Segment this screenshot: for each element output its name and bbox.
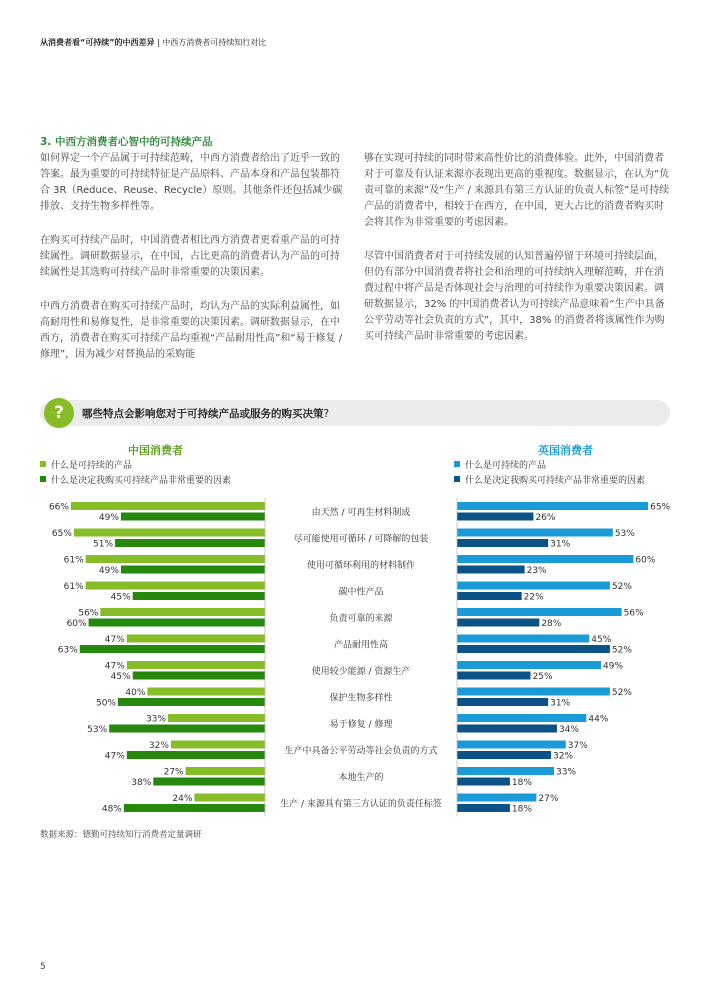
china-bar xyxy=(115,539,265,547)
category-label: 尽可能使用可循环 / 可降解的包装 xyxy=(293,534,429,545)
uk-bar xyxy=(457,502,648,510)
uk-value-label: 32% xyxy=(553,751,574,762)
uk-bar xyxy=(457,698,548,706)
uk-bar xyxy=(457,804,510,812)
uk-value-label: 52% xyxy=(611,582,632,592)
china-value-label: 27% xyxy=(163,767,184,778)
uk-bar xyxy=(457,751,551,759)
uk-value-label: 65% xyxy=(650,502,671,513)
category-label: 负责可靠的来源 xyxy=(329,613,393,624)
uk-value-label: 34% xyxy=(558,725,579,735)
china-value-label: 40% xyxy=(125,688,146,698)
china-bar xyxy=(127,751,265,759)
uk-value-label: 45% xyxy=(591,635,612,645)
china-value-label: 65% xyxy=(51,529,72,539)
uk-bar xyxy=(457,778,510,786)
category-label: 生产 / 来源具有第三方认证的负责任标签 xyxy=(280,799,442,810)
china-value-label: 47% xyxy=(104,635,125,645)
china-value-label: 45% xyxy=(110,592,131,603)
china-value-label: 50% xyxy=(95,698,116,709)
uk-value-label: 28% xyxy=(541,619,562,629)
uk-bar xyxy=(457,539,548,547)
uk-bar xyxy=(457,529,613,537)
uk-bar xyxy=(457,741,566,749)
uk-bar xyxy=(457,555,633,563)
china-value-label: 32% xyxy=(148,741,169,751)
china-value-label: 61% xyxy=(63,555,84,566)
paragraph: 尽管中国消费者对于可持续发展的认知普遍停留于环境可持续层面，但仍有部分中国消费者将社会和治理的可持续纳入理解范畴，并在消费过程中将产品是否体现社会与治理的可持续作为重要决策因素。调研数据显示，32% 的中国消费者认为可持续产品意味着“生产中具备公平劳动等社会负责的方式”，其中，38% 的消费者将该属性作为购买可持续产品时非常重要的考虑因素。 xyxy=(364,251,665,342)
china-value-label: 33% xyxy=(145,714,166,725)
china-bar xyxy=(153,778,265,786)
china-value-label: 49% xyxy=(98,513,119,523)
china-value-label: 49% xyxy=(98,566,119,576)
page-number: 5 xyxy=(40,962,46,972)
china-value-label: 63% xyxy=(57,645,78,656)
category-label: 本地生产的 xyxy=(338,772,384,783)
uk-bar xyxy=(457,794,536,802)
uk-value-label: 23% xyxy=(526,566,547,576)
china-bar xyxy=(127,661,265,669)
legend-label: 什么是决定我购买可持续产品非常重要的因素 xyxy=(465,476,646,486)
uk-bar xyxy=(457,566,525,574)
uk-value-label: 22% xyxy=(523,592,544,603)
china-bar xyxy=(133,672,265,680)
uk-bar xyxy=(457,513,533,521)
china-bar xyxy=(74,529,265,537)
question-icon: ? xyxy=(44,398,74,428)
category-label: 使用可循环利用的材料制作 xyxy=(306,560,416,571)
uk-value-label: 18% xyxy=(511,778,532,788)
uk-value-label: 25% xyxy=(532,672,553,682)
uk-value-label: 31% xyxy=(550,539,571,550)
uk-bar xyxy=(457,608,622,616)
category-label: 由天然 / 可再生材料制成 xyxy=(311,507,411,518)
category-label: 生产中具备公平劳动等社会负责的方式 xyxy=(284,746,438,757)
legend-label: 什么是可持续的产品 xyxy=(465,461,547,471)
legend-label: 什么是可持续的产品 xyxy=(51,461,133,471)
china-bar xyxy=(171,741,265,749)
legend-label: 什么是决定我购买可持续产品非常重要的因素 xyxy=(51,476,232,486)
uk-bar xyxy=(457,582,610,590)
china-bar xyxy=(100,608,265,616)
uk-value-label: 56% xyxy=(623,608,644,619)
uk-bar xyxy=(457,714,586,722)
china-bar xyxy=(124,804,265,812)
category-label: 产品耐用性高 xyxy=(333,640,389,651)
china-bar xyxy=(118,698,265,706)
uk-value-label: 52% xyxy=(611,688,632,698)
uk-bar xyxy=(457,619,539,627)
uk-bar xyxy=(457,635,589,643)
paragraph: 如何界定一个产品属于可持续范畴，中西方消费者给出了近乎一致的答案。最为重要的可持续特征是产品原料、产品本身和产品包装都符合 3R（Reduce、Reuse、Recycle）原则。其他条件还包括减少碳排放、支持生物多样性等。 xyxy=(40,153,343,212)
china-bar xyxy=(127,635,265,643)
china-bar xyxy=(168,714,265,722)
china-value-label: 60% xyxy=(66,619,87,629)
paragraph: 够在实现可持续的同时带来高性价比的消费体验。此外，中国消费者对于可靠及有认证来源亦表现出更高的重视度。数据显示，在认为“负责可靠的来源”及“生产 / 来源具有第三方认证的负责人标签”是可持续产品的消费者中，相较于在西方，在中国，更大占比的消费者购买时会将其作为非常重要的考虑因素。 xyxy=(364,153,670,228)
question-text: 哪些特点会影响您对于可持续产品或服务的购买决策 xyxy=(82,408,324,420)
china-bar xyxy=(186,767,265,775)
uk-value-label: 37% xyxy=(567,741,588,751)
uk-value-label: 44% xyxy=(588,714,609,725)
header-title: 从消费者看“可持续”的中西差异 xyxy=(40,38,155,47)
china-value-label: 45% xyxy=(110,672,131,682)
uk-bar xyxy=(457,592,522,600)
uk-value-label: 31% xyxy=(550,698,571,709)
china-panel-title: 中国消费者 xyxy=(128,444,183,457)
category-label: 使用较少能源 / 资源生产 xyxy=(311,666,411,677)
paragraph: 在购买可持续产品时，中国消费者相比西方消费者更看重产品的可持续属性。调研数据显示，在中国，占比更高的消费者认为产品的可持续属性是其选购可持续产品时非常重要的决策因素。 xyxy=(40,235,340,278)
category-label: 碳中性产品 xyxy=(338,587,384,598)
china-value-label: 38% xyxy=(131,778,152,788)
uk-bar xyxy=(457,672,531,680)
uk-bar xyxy=(457,725,557,733)
china-value-label: 47% xyxy=(104,751,125,762)
uk-bar xyxy=(457,767,554,775)
china-bar xyxy=(121,513,265,521)
uk-bar xyxy=(457,688,610,696)
china-value-label: 66% xyxy=(48,502,69,513)
china-bar xyxy=(194,794,265,802)
china-value-label: 51% xyxy=(93,539,114,550)
header-subtitle: | 中西方消费者可持续知行对比 xyxy=(154,38,267,47)
china-bar xyxy=(71,502,265,510)
data-source: 数据来源：德勤可持续知行消费者定量调研 xyxy=(40,830,202,840)
china-bar xyxy=(86,582,265,590)
china-value-label: 56% xyxy=(78,608,99,619)
uk-value-label: 33% xyxy=(556,767,577,778)
uk-panel-title: 英国消费者 xyxy=(538,444,593,457)
china-bar xyxy=(121,566,265,574)
china-value-label: 48% xyxy=(101,804,122,815)
china-value-label: 47% xyxy=(104,661,125,672)
question-mark: ? xyxy=(323,408,330,420)
uk-value-label: 53% xyxy=(614,529,635,539)
china-bar xyxy=(80,645,265,653)
china-bar xyxy=(133,592,265,600)
uk-value-label: 18% xyxy=(511,804,532,815)
uk-value-label: 27% xyxy=(538,794,559,804)
uk-value-label: 52% xyxy=(611,645,632,656)
paragraph: 中西方消费者在购买可持续产品时，均认为产品的实际利益属性，如高耐用性和易修复性，是非常重要的决策因素。调研数据显示，在中西方，消费者在购买可持续产品均重视“产品耐用性高”和“易于修复 / 修理”，因为减少对替换品的采购能 xyxy=(40,301,343,360)
uk-bar xyxy=(457,645,610,653)
china-value-label: 61% xyxy=(63,582,84,592)
uk-value-label: 60% xyxy=(635,555,656,566)
category-label: 保护生物多样性 xyxy=(329,693,393,704)
section-title: 3. 中西方消费者心智中的可持续产品 xyxy=(40,136,213,148)
uk-value-label: 49% xyxy=(603,661,624,672)
uk-value-label: 26% xyxy=(535,513,556,523)
china-value-label: 24% xyxy=(172,794,193,804)
china-bar xyxy=(147,688,265,696)
china-value-label: 53% xyxy=(87,725,108,735)
china-bar xyxy=(86,555,265,563)
china-bar xyxy=(89,619,265,627)
uk-bar xyxy=(457,661,601,669)
category-label: 易于修复 / 修理 xyxy=(329,719,393,730)
china-bar xyxy=(109,725,265,733)
